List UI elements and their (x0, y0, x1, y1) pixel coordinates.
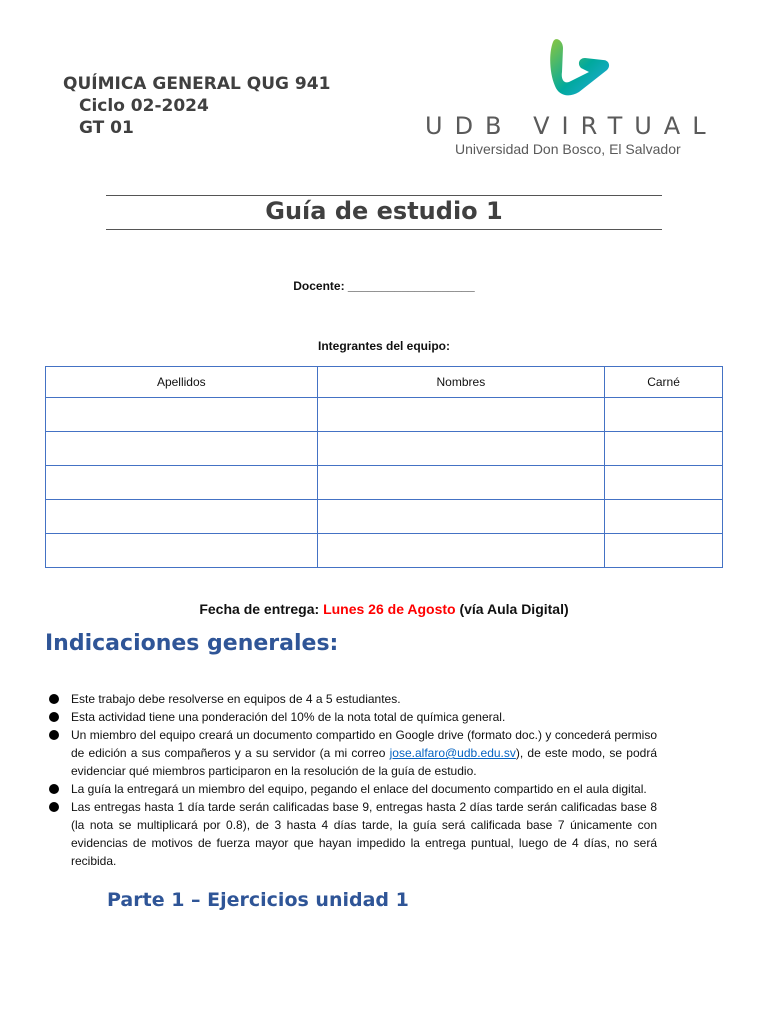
table-cell[interactable] (605, 432, 723, 466)
delivery-label: Fecha de entrega: (199, 601, 320, 617)
delivery-date: Lunes 26 de Agosto (323, 601, 456, 617)
list-item-text: La guía la entregará un miembro del equipo, pegando el enlace del documento compartido en el aula digital. (71, 782, 647, 796)
table-cell[interactable] (46, 466, 318, 500)
logo-wordmark: UDB VIRTUAL (425, 112, 718, 140)
list-item-text: Este trabajo debe resolverse en equipos de 4 a 5 estudiantes. (71, 692, 401, 706)
email-link[interactable]: jose.alfaro@udb.edu.sv (389, 746, 516, 760)
document-title: Guía de estudio 1 (265, 197, 503, 225)
list-item-text: Las entregas hasta 1 día tarde serán calificadas base 9, entregas hasta 2 días tarde serán calificadas base 8 (la nota se multiplicará por 0.8), de 3 hasta 4 días tarde, la guía será calificada base 7 únicamente con evidencias de motivos de fuerza mayor que hayan impedido la entrega puntual, luego de 4 días, no será recibida. (71, 800, 657, 868)
table-row (46, 398, 723, 432)
table-cell[interactable] (605, 398, 723, 432)
section-title-parte-1: Parte 1 – Ejercicios unidad 1 (107, 889, 409, 911)
list-item (45, 726, 657, 780)
list-item (45, 780, 657, 798)
team-table-header (46, 367, 723, 398)
list-item (45, 708, 657, 726)
delivery-date-line (0, 601, 768, 617)
table-cell[interactable] (46, 432, 318, 466)
table-cell[interactable] (317, 432, 605, 466)
team-table (45, 366, 723, 568)
list-item (45, 690, 657, 708)
instructions-list (45, 690, 657, 870)
section-title-indicaciones: Indicaciones generales: (45, 631, 339, 656)
team-members-label: Integrantes del equipo: (317, 339, 450, 353)
course-group: GT 01 (79, 118, 134, 138)
course-cycle: Ciclo 02-2024 (79, 96, 209, 116)
table-cell[interactable] (46, 534, 318, 568)
table-cell[interactable] (46, 398, 318, 432)
table-cell[interactable] (317, 466, 605, 500)
bullet-icon (49, 712, 59, 722)
table-row (46, 432, 723, 466)
header-apellidos: Apellidos (46, 367, 318, 398)
udb-play-logo-icon (545, 38, 615, 100)
header-nombres: Nombres (317, 367, 605, 398)
table-cell[interactable] (317, 500, 605, 534)
title-top-rule (106, 195, 662, 196)
table-row (46, 466, 723, 500)
bullet-icon (49, 784, 59, 794)
table-cell[interactable] (605, 500, 723, 534)
list-item-text: ), de este modo, se podrá evidenciar qué miembros participaron en la resolución de la guía de estudio. (71, 746, 658, 778)
table-cell[interactable] (317, 534, 605, 568)
header-carne: Carné (605, 367, 723, 398)
list-item-text: Un miembro del equipo creará un documento compartido en Google drive (formato doc.) y concederá permiso de edición a sus compañeros y a su servidor (a mi correo (71, 728, 657, 760)
delivery-via: (vía Aula Digital) (459, 601, 569, 617)
list-item-text: Esta actividad tiene una ponderación del 10% de la nota total de química general. (71, 710, 506, 724)
table-cell[interactable] (605, 534, 723, 568)
table-cell[interactable] (317, 398, 605, 432)
table-row (46, 534, 723, 568)
title-bottom-rule (106, 229, 662, 230)
logo-subtitle: Universidad Don Bosco, El Salvador (455, 141, 681, 157)
list-item (45, 798, 657, 870)
table-cell[interactable] (605, 466, 723, 500)
bullet-icon (49, 730, 59, 740)
docente-line: Docente: ___________________ (293, 279, 475, 293)
udb-virtual-logo (425, 38, 718, 163)
course-name: QUÍMICA GENERAL QUG 941 (63, 74, 331, 94)
table-row (46, 500, 723, 534)
course-header (63, 73, 330, 139)
table-cell[interactable] (46, 500, 318, 534)
bullet-icon (49, 694, 59, 704)
bullet-icon (49, 802, 59, 812)
